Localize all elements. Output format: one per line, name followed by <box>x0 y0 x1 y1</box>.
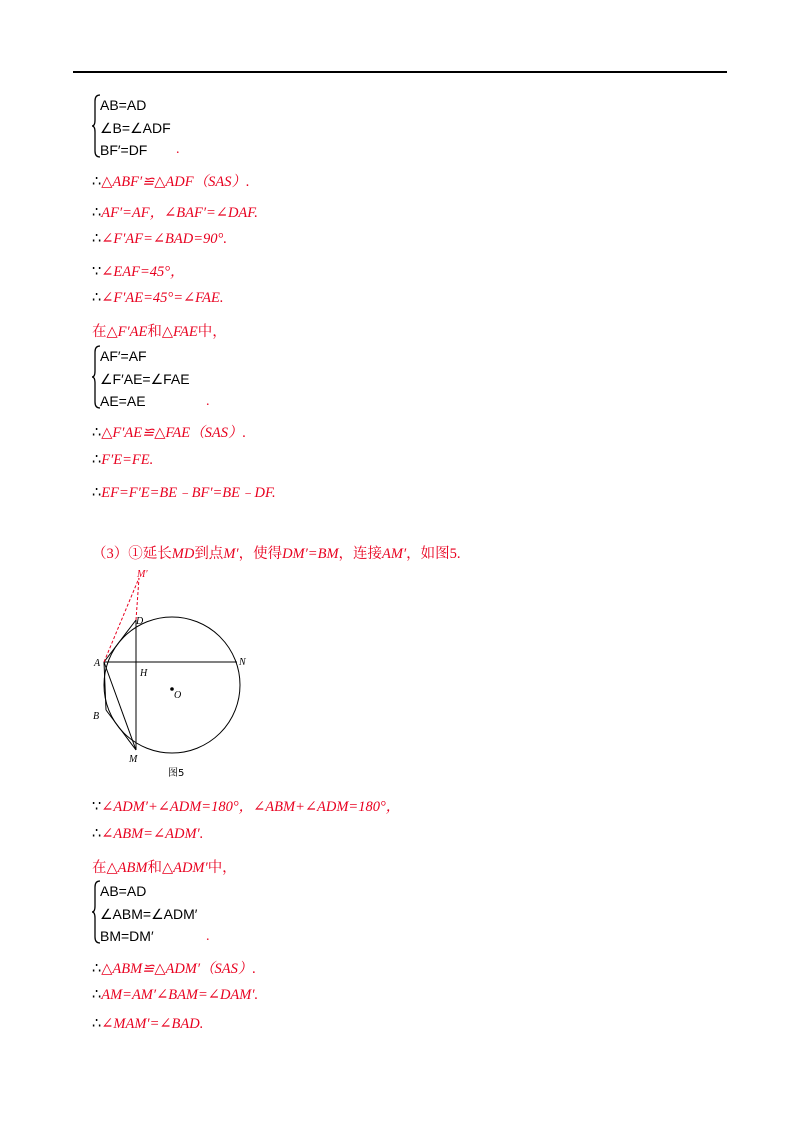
therefore-symbol: ∴ <box>92 205 102 221</box>
therefore-symbol: ∴ <box>92 961 102 977</box>
system-2-line-2: ∠F′AE=∠FAE <box>100 370 190 387</box>
system-3-line-3: BM=DM′ <box>100 928 154 944</box>
therefore-symbol: ∴ <box>92 987 102 1003</box>
system-2-line-1: AF′=AF <box>100 348 147 364</box>
step-9-text: EF=F′E=BE﹣BF′=BE﹣DF. <box>101 485 276 501</box>
label-o: O <box>174 690 182 701</box>
step-7-text: △F′AE≌△FAE（SAS）. <box>101 425 247 441</box>
because-symbol: ∵ <box>92 799 102 815</box>
circle-o <box>104 617 240 753</box>
step-11 <box>92 826 203 843</box>
step-9 <box>92 481 276 502</box>
segment-am <box>104 662 136 750</box>
system-1-line-2: ∠B=∠ADF <box>100 119 171 136</box>
extension-dm-prime <box>136 578 139 620</box>
part-3-eq: DM′=BM <box>282 546 339 562</box>
step-6-tri-2: △FAE <box>161 324 198 340</box>
system-3-dot: . <box>206 929 210 944</box>
step-6-and: 和 <box>147 324 162 340</box>
step-3 <box>92 231 227 248</box>
step-12-tri-2: △ADM′ <box>161 860 208 876</box>
therefore-symbol: ∴ <box>92 826 102 842</box>
system-3-line-1: AB=AD <box>100 883 147 899</box>
step-2-text: AF′=AF，∠BAF′=∠DAF. <box>101 205 258 221</box>
step-5-text: ∠F′AE=45°=∠FAE. <box>101 290 224 306</box>
label-b: B <box>93 711 100 722</box>
segment-bm <box>106 710 136 750</box>
figure-caption: 图5 <box>168 768 185 779</box>
header-rule <box>73 71 727 73</box>
label-a: A <box>94 658 101 669</box>
segment-am-prime <box>104 578 139 662</box>
part-3-am: AM′ <box>382 546 407 562</box>
part-3-text-b: 到点 <box>194 546 224 562</box>
therefore-symbol: ∴ <box>92 1016 102 1032</box>
therefore-symbol: ∴ <box>92 231 102 247</box>
therefore-symbol: ∴ <box>92 485 102 501</box>
system-1-dot: . <box>176 142 180 157</box>
step-12-prefix: 在 <box>92 860 107 876</box>
step-12 <box>92 856 237 877</box>
step-6-tri-1: △F′AE <box>106 324 148 340</box>
part-3-mp: M′ <box>223 546 239 562</box>
circled-number: ① <box>128 546 143 562</box>
part-3-heading <box>92 542 461 563</box>
label-n: N <box>239 657 246 668</box>
label-h: H <box>140 668 148 679</box>
circle-diagram <box>92 568 262 782</box>
system-1-line-3: BF′=DF <box>100 142 148 158</box>
system-2-dot: . <box>206 394 210 409</box>
step-1-text: △ABF′≌△ADF（SAS）. <box>101 174 250 190</box>
step-11-text: ∠ABM=∠ADM′. <box>101 826 204 842</box>
part-3-text-c: ，使得 <box>238 546 283 562</box>
step-6-prefix: 在 <box>92 324 107 340</box>
step-10-text: ∠ADM′+∠ADM=180°，∠ABM+∠ADM=180°， <box>101 799 401 815</box>
step-8 <box>92 452 153 469</box>
part-3-md: MD <box>171 546 195 562</box>
step-4-text: ∠EAF=45°， <box>101 264 185 280</box>
step-2 <box>92 201 258 222</box>
step-13-text: △ABM≌△ADM′（SAS）. <box>101 961 257 977</box>
step-8-text: F′E=FE. <box>101 452 154 468</box>
therefore-symbol: ∴ <box>92 452 102 468</box>
step-4 <box>92 260 185 281</box>
geometry-figure-5 <box>92 568 262 782</box>
step-15-text: ∠MAM′=∠BAD. <box>101 1016 204 1032</box>
step-7 <box>92 421 246 442</box>
system-2-line-3: AE=AE <box>100 393 146 409</box>
step-6 <box>92 320 227 341</box>
step-13 <box>92 957 256 978</box>
step-5 <box>92 290 223 307</box>
therefore-symbol: ∴ <box>92 290 102 306</box>
step-12-and: 和 <box>147 860 162 876</box>
therefore-symbol: ∴ <box>92 174 102 190</box>
part-3-text-d: ，连接 <box>338 546 383 562</box>
step-1 <box>92 170 250 191</box>
part-3-label: （3） <box>92 546 129 562</box>
system-3-line-2: ∠ABM=∠ADM′ <box>100 905 198 922</box>
step-3-text: ∠F′AF=∠BAD=90°. <box>101 231 227 247</box>
step-14-text: AM=AM′∠BAM=∠DAM′. <box>101 987 259 1003</box>
step-12-tri-1: △ABM <box>106 860 148 876</box>
therefore-symbol: ∴ <box>92 425 102 441</box>
step-12-suffix: 中， <box>207 860 237 876</box>
step-10 <box>92 795 400 816</box>
because-symbol: ∵ <box>92 264 102 280</box>
system-1-line-1: AB=AD <box>100 97 147 113</box>
step-15 <box>92 1016 203 1033</box>
step-14 <box>92 987 258 1004</box>
part-3-text-a: 延长 <box>142 546 172 562</box>
segment-ad <box>104 620 136 662</box>
label-d: D <box>136 616 144 627</box>
step-6-suffix: 中， <box>197 324 227 340</box>
label-m-prime: M′ <box>137 569 148 580</box>
part-3-text-e: ，如图5. <box>406 546 461 562</box>
label-m: M <box>129 754 138 765</box>
